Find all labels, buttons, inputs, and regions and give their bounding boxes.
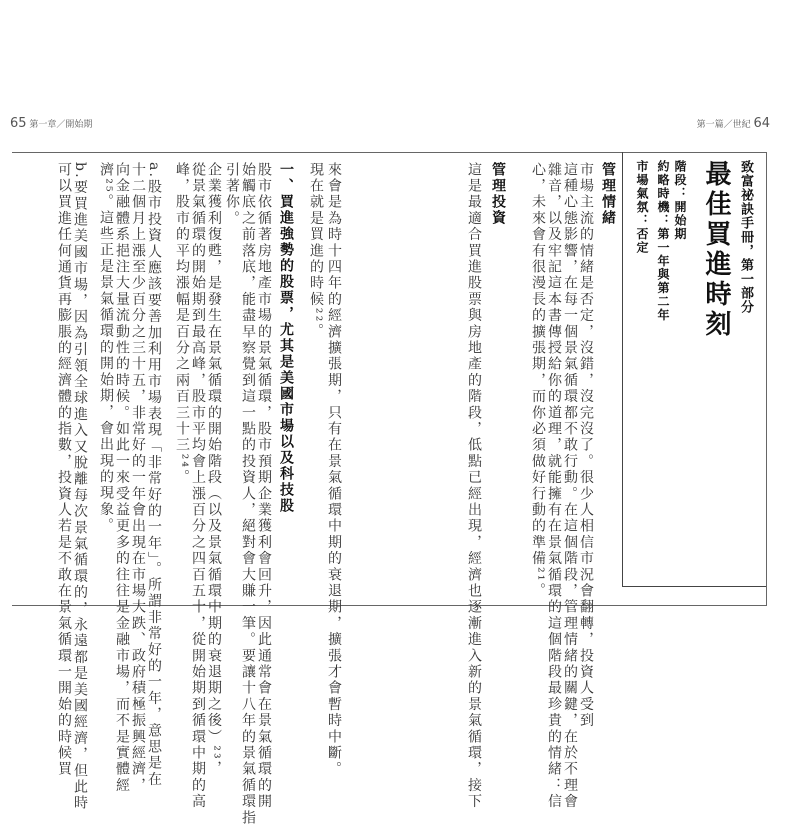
point1-line-6: 峰，股市的平均漲幅是百分之兩百三十三²⁴。 xyxy=(174,162,190,486)
left-running-head: 第一章／開始期 xyxy=(29,120,93,130)
emotion-heading: 管理情緒 xyxy=(600,162,616,226)
timing-label: 約略時機：第一年與第二年 xyxy=(656,160,670,322)
list-line-6: 可以買進任何通貨再膨脹的經濟體的指數，投資人若是不敢在景氣循環一開始的時候買 xyxy=(56,162,72,778)
list-line-5: b.要買進美國市場，因為引領全球進入又脫離每次景氣循環的，永遠都是美國經濟，但此時 xyxy=(72,162,88,812)
series-title: 致富祕訣手冊，第一部分 xyxy=(738,160,753,314)
point1-line-4: 企業獲利復甦，是發生在景氣循環的開始階段（以及景氣循環中期的衰退期之後）²³， xyxy=(206,162,222,778)
point1-line-3: 引著你。 xyxy=(224,162,240,227)
list-line-4: 濟²⁵。這些正是景氣循環的開始期，會出現的現象。 xyxy=(98,162,114,535)
chapter-title: 最佳買進時刻 xyxy=(701,160,731,340)
invest-heading: 管理投資 xyxy=(490,162,506,226)
emotion-line-4: 心，未來會有很漫長的擴張期，而你必須做好行動的準備²¹。 xyxy=(530,162,546,599)
emotion-line-2: 這種心態影響，在每一個景氣循環都不敢行動。在這個階段，管理情緒的關鍵，在於不理會 xyxy=(562,162,578,810)
continue-line-2: 現在就是買進的時候²²。 xyxy=(308,162,324,340)
list-line-1: a.股市投資人應該要善加利用市場表現「非常好的一年」。所謂非常好的一年，意思是在 xyxy=(146,162,162,788)
left-page-header xyxy=(10,116,92,131)
point1-heading: 一、買進強勢的股票，尤其是美國市場以及科技股 xyxy=(278,162,294,514)
continue-line-1: 來會是為時十四年的經濟擴張期，只有在景氣循環中期的衰退期，擴張才會暫時中斷。 xyxy=(326,162,342,778)
point1-line-5: 從景氣循環的開始期到最高峰，股市平均會上漲百分之四百五十，從開始期到循環中期的高 xyxy=(190,162,206,810)
emotion-line-1: 市場主流的情緒是否定，沒錯，沒完沒了。很少人相信市況會翻轉，投資人受到 xyxy=(578,162,594,729)
right-page-header xyxy=(697,116,770,131)
stage-label: 階段：開始期 xyxy=(673,160,687,241)
list-line-3: 向金融體系挹注大量流動性的時候。如此一來受益更多的往往是金融市場，而不是實體經 xyxy=(114,162,130,794)
list-line-2: 十二個月上漲至少百分之三十五，非常好的一年會出現在市場大跌、政府積極振興經濟， xyxy=(130,162,146,794)
point1-line-2: 始觸底之前落底，能盡早察覺到這一點的投資人，絕對會大賺一筆。要讓十八年的景氣循環指 xyxy=(240,162,256,826)
mood-label: 市場氣氛：否定 xyxy=(635,160,649,255)
left-page-number: 65 xyxy=(10,116,27,131)
emotion-line-3: 雜音，以及牢記這本書傳授給你的道理，就能擁有在景氣循環的這個階段最珍貴的情緒：信 xyxy=(546,162,562,810)
invest-line-1: 這是最適合買進股票與房地產的階段，低點已經出現，經濟也逐漸進入新的景氣循環，接下 xyxy=(466,162,482,810)
right-page-number: 64 xyxy=(753,116,770,131)
point1-line-1: 股市依循著房地產市場的景氣循環，股市預期企業獲利會回升，因此通常會在景氣循環的開 xyxy=(256,162,272,810)
right-running-head: 第一篇／世紀 xyxy=(696,120,751,130)
